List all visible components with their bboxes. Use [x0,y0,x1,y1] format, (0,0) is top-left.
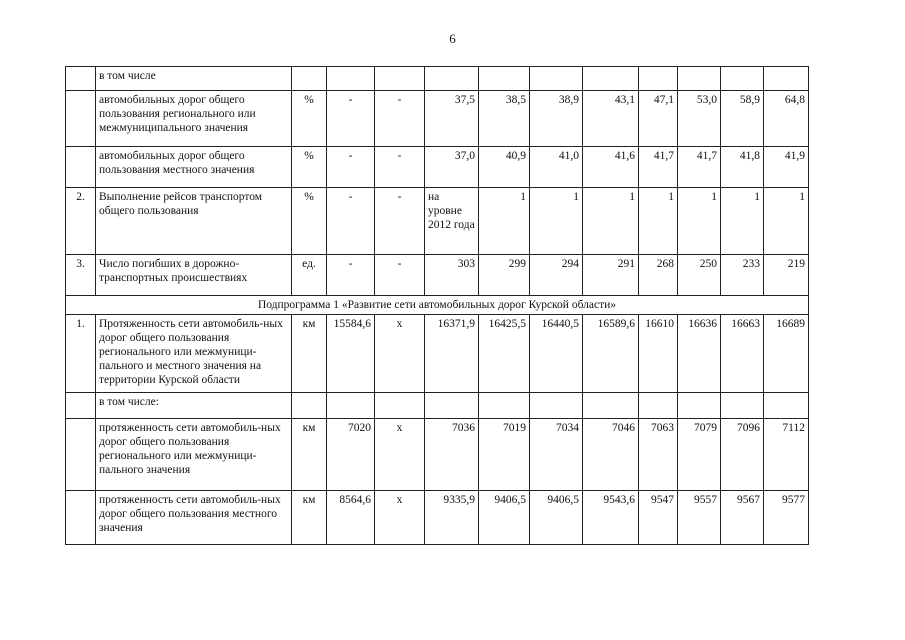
value-cell: 43,1 [583,91,639,147]
value-cell [721,393,764,419]
value-cell: 7036 [425,419,479,491]
value-cell: 64,8 [764,91,809,147]
value-cell: 7096 [721,419,764,491]
value-cell: 291 [583,255,639,296]
value-cell: 41,9 [764,147,809,188]
row-number-cell: 1. [66,315,96,393]
table-row [66,67,809,91]
value-cell: - [327,147,375,188]
table-row [66,188,809,255]
indicator-name-cell: автомобильных дорог общего пользования регионального или межмуниципального значения [96,91,292,147]
value-cell: 15584,6 [327,315,375,393]
value-cell: - [327,91,375,147]
value-cell: 16425,5 [479,315,530,393]
table-row [66,419,809,491]
unit-cell: км [292,491,327,545]
value-cell [479,67,530,91]
value-cell [764,393,809,419]
value-cell [375,67,425,91]
indicator-name-cell: Выполнение рейсов транспортом общего пользования [96,188,292,255]
unit-cell: ед. [292,255,327,296]
value-cell: 9406,5 [530,491,583,545]
indicator-name-cell: Протяженность сети автомобиль-ных дорог общего пользования регионального или межмуници-пального и местного значения на территории Курской области [96,315,292,393]
row-number-cell [66,147,96,188]
value-cell: - [375,255,425,296]
value-cell: 9406,5 [479,491,530,545]
unit-cell: % [292,147,327,188]
row-number-cell [66,393,96,419]
value-cell: 8564,6 [327,491,375,545]
indicator-name-cell: в том числе [96,67,292,91]
value-cell: 233 [721,255,764,296]
value-cell: - [375,147,425,188]
value-cell: 41,7 [639,147,678,188]
value-cell: 7063 [639,419,678,491]
value-cell: 1 [678,188,721,255]
value-cell [530,393,583,419]
value-cell [721,67,764,91]
value-cell: 1 [530,188,583,255]
subprogram-title: Подпрограмма 1 «Развитие сети автомобильных дорог Курской области» [66,296,809,315]
value-cell: 303 [425,255,479,296]
row-number-cell [66,67,96,91]
value-cell [583,393,639,419]
value-cell: 41,0 [530,147,583,188]
value-cell: x [375,419,425,491]
row-number-cell: 3. [66,255,96,296]
value-cell [425,393,479,419]
unit-cell: км [292,419,327,491]
indicators-table [65,66,809,545]
value-cell: 16663 [721,315,764,393]
value-cell: 41,7 [678,147,721,188]
value-cell [327,67,375,91]
value-cell: 7112 [764,419,809,491]
value-cell: 38,9 [530,91,583,147]
table-body-subprogram [66,315,809,545]
value-cell: 41,8 [721,147,764,188]
indicator-name-cell: в том числе: [96,393,292,419]
table-row [66,91,809,147]
value-cell [327,393,375,419]
value-cell [479,393,530,419]
value-cell: 16689 [764,315,809,393]
table-row [66,393,809,419]
value-cell [639,67,678,91]
value-cell: 268 [639,255,678,296]
table-row [66,255,809,296]
value-cell: 16610 [639,315,678,393]
value-cell: 37,0 [425,147,479,188]
value-cell: 53,0 [678,91,721,147]
value-cell: - [375,188,425,255]
value-cell: - [375,91,425,147]
value-cell: - [327,255,375,296]
value-cell: 41,6 [583,147,639,188]
value-cell: 7079 [678,419,721,491]
value-cell: 294 [530,255,583,296]
indicator-name-cell: протяженность сети автомобиль-ных дорог общего пользования регионального или межмуници-пального значения [96,419,292,491]
value-cell: 1 [721,188,764,255]
unit-cell: % [292,91,327,147]
value-cell [764,67,809,91]
value-cell: 7020 [327,419,375,491]
value-cell: на уровне 2012 года [425,188,479,255]
value-cell: x [375,315,425,393]
value-cell: 38,5 [479,91,530,147]
value-cell: 1 [479,188,530,255]
value-cell: 7046 [583,419,639,491]
table-row [66,491,809,545]
value-cell: 16440,5 [530,315,583,393]
value-cell [678,67,721,91]
value-cell: 1 [764,188,809,255]
value-cell: 1 [583,188,639,255]
value-cell: x [375,491,425,545]
indicator-name-cell: Число погибших в дорожно-транспортных происшествиях [96,255,292,296]
value-cell: 219 [764,255,809,296]
value-cell: 7019 [479,419,530,491]
value-cell: 47,1 [639,91,678,147]
value-cell: 40,9 [479,147,530,188]
value-cell: 9547 [639,491,678,545]
unit-cell [292,67,327,91]
value-cell: 16371,9 [425,315,479,393]
unit-cell [292,393,327,419]
indicator-name-cell: автомобильных дорог общего пользования местного значения [96,147,292,188]
unit-cell: % [292,188,327,255]
value-cell [639,393,678,419]
value-cell [678,393,721,419]
table-row [66,147,809,188]
page-number: 6 [449,31,456,46]
table-row [66,315,809,393]
subprogram-header-row [66,296,809,315]
value-cell: 7034 [530,419,583,491]
value-cell: - [327,188,375,255]
value-cell: 9543,6 [583,491,639,545]
table-body-top [66,67,809,296]
value-cell [425,67,479,91]
value-cell [530,67,583,91]
value-cell: 9335,9 [425,491,479,545]
row-number-cell [66,491,96,545]
value-cell: 9567 [721,491,764,545]
row-number-cell: 2. [66,188,96,255]
value-cell: 9557 [678,491,721,545]
value-cell: 58,9 [721,91,764,147]
row-number-cell [66,419,96,491]
unit-cell: км [292,315,327,393]
value-cell [375,393,425,419]
value-cell: 299 [479,255,530,296]
value-cell: 16589,6 [583,315,639,393]
value-cell: 250 [678,255,721,296]
value-cell: 37,5 [425,91,479,147]
value-cell: 1 [639,188,678,255]
subprogram-section [66,296,809,315]
row-number-cell [66,91,96,147]
indicator-name-cell: протяженность сети автомобиль-ных дорог общего пользования местного значения [96,491,292,545]
value-cell [583,67,639,91]
value-cell: 9577 [764,491,809,545]
value-cell: 16636 [678,315,721,393]
